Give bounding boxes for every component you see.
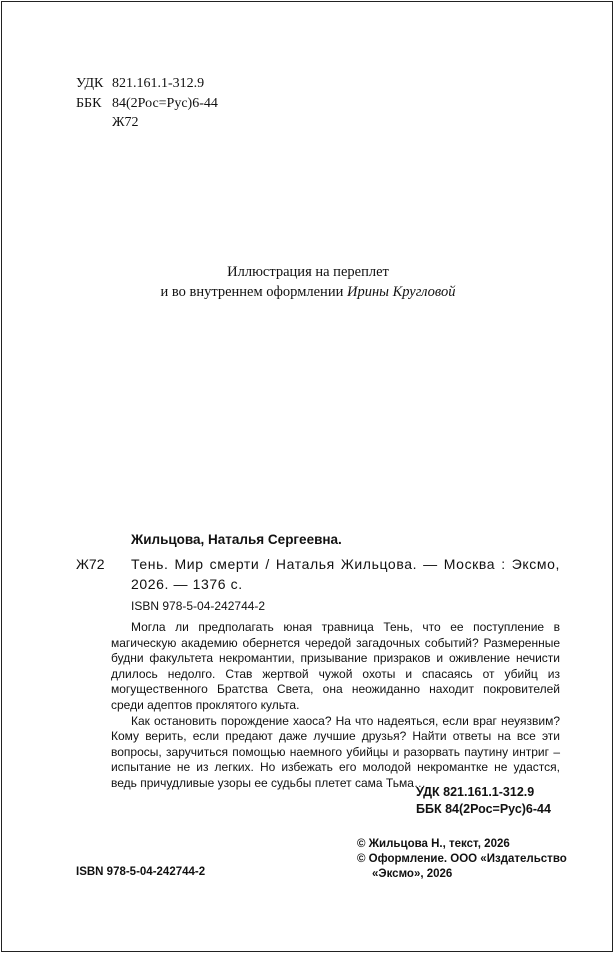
catalog-bbk: ББК 84(2Рос=Рус)6-44 xyxy=(416,802,551,816)
illustration-line-1: Иллюстрация на переплет xyxy=(227,264,389,280)
copyright-line-2: © Оформление. ООО «Издательство xyxy=(357,853,567,865)
copyright-line-1: © Жильцова Н., текст, 2026 xyxy=(357,838,510,850)
udk-value: 821.161.1-312.9 xyxy=(112,76,205,91)
bbk-value: 84(2Рос=Рус)6-44 xyxy=(112,95,218,111)
catalog-entry xyxy=(76,554,560,594)
illustrator-name: Ирины Кругловой xyxy=(346,284,456,300)
annotation-paragraph-1: Могла ли предполагать юная травница Тень, что ее поступление в магическую академию обернется чередой загадочных событий? Размеренные будни факультета некромантии, призывание призраков и оживление нечисти длилось недолго. Став жертвой чужой охоты и спасаясь от убийц из могущественного Братства Света, она неожиданно находит покровителей среди адептов проклятого культа. xyxy=(111,620,560,712)
catalog-author: Жильцова, Наталья Сергеевна. xyxy=(131,532,342,547)
illustration-line-2 xyxy=(0,282,616,302)
copyright-block xyxy=(357,837,567,882)
catalog-udk: УДК 821.161.1-312.9 xyxy=(416,785,535,799)
catalog-main-text: Тень. Мир смерти / Наталья Жильцова. — Москва : Эксмо, 2026. — 1376 с. xyxy=(131,556,560,592)
bbk-label: ББК xyxy=(76,95,102,111)
illustration-prefix: и во внутреннем оформлении xyxy=(160,284,347,300)
udk-label: УДК xyxy=(76,76,104,91)
annotation xyxy=(111,620,560,792)
author-mark: Ж72 xyxy=(112,115,139,130)
catalog-codes xyxy=(416,784,551,818)
footer-isbn: ISBN 978-5-04-242744-2 xyxy=(76,866,206,878)
catalog-isbn: ISBN 978-5-04-242744-2 xyxy=(131,599,266,613)
catalog-code: Ж72 xyxy=(76,556,105,572)
header-codes xyxy=(76,74,218,133)
annotation-paragraph-2: Как остановить порождение хаоса? На что надеяться, если враг неуязвим? Кому верить, если предают даже лучшие друзья? Найти ответы на все эти вопросы, заручиться помощью наемного убийцы и разорвать паутину интриг – испытание не из легких. Но избежать его молодой некромантке не удастся, ведь причудливые узоры ее судьбы плетет сама Тьма… xyxy=(111,713,560,790)
illustration-credit xyxy=(0,262,616,302)
copyright-line-3: «Эксмо», 2026 xyxy=(372,868,453,880)
